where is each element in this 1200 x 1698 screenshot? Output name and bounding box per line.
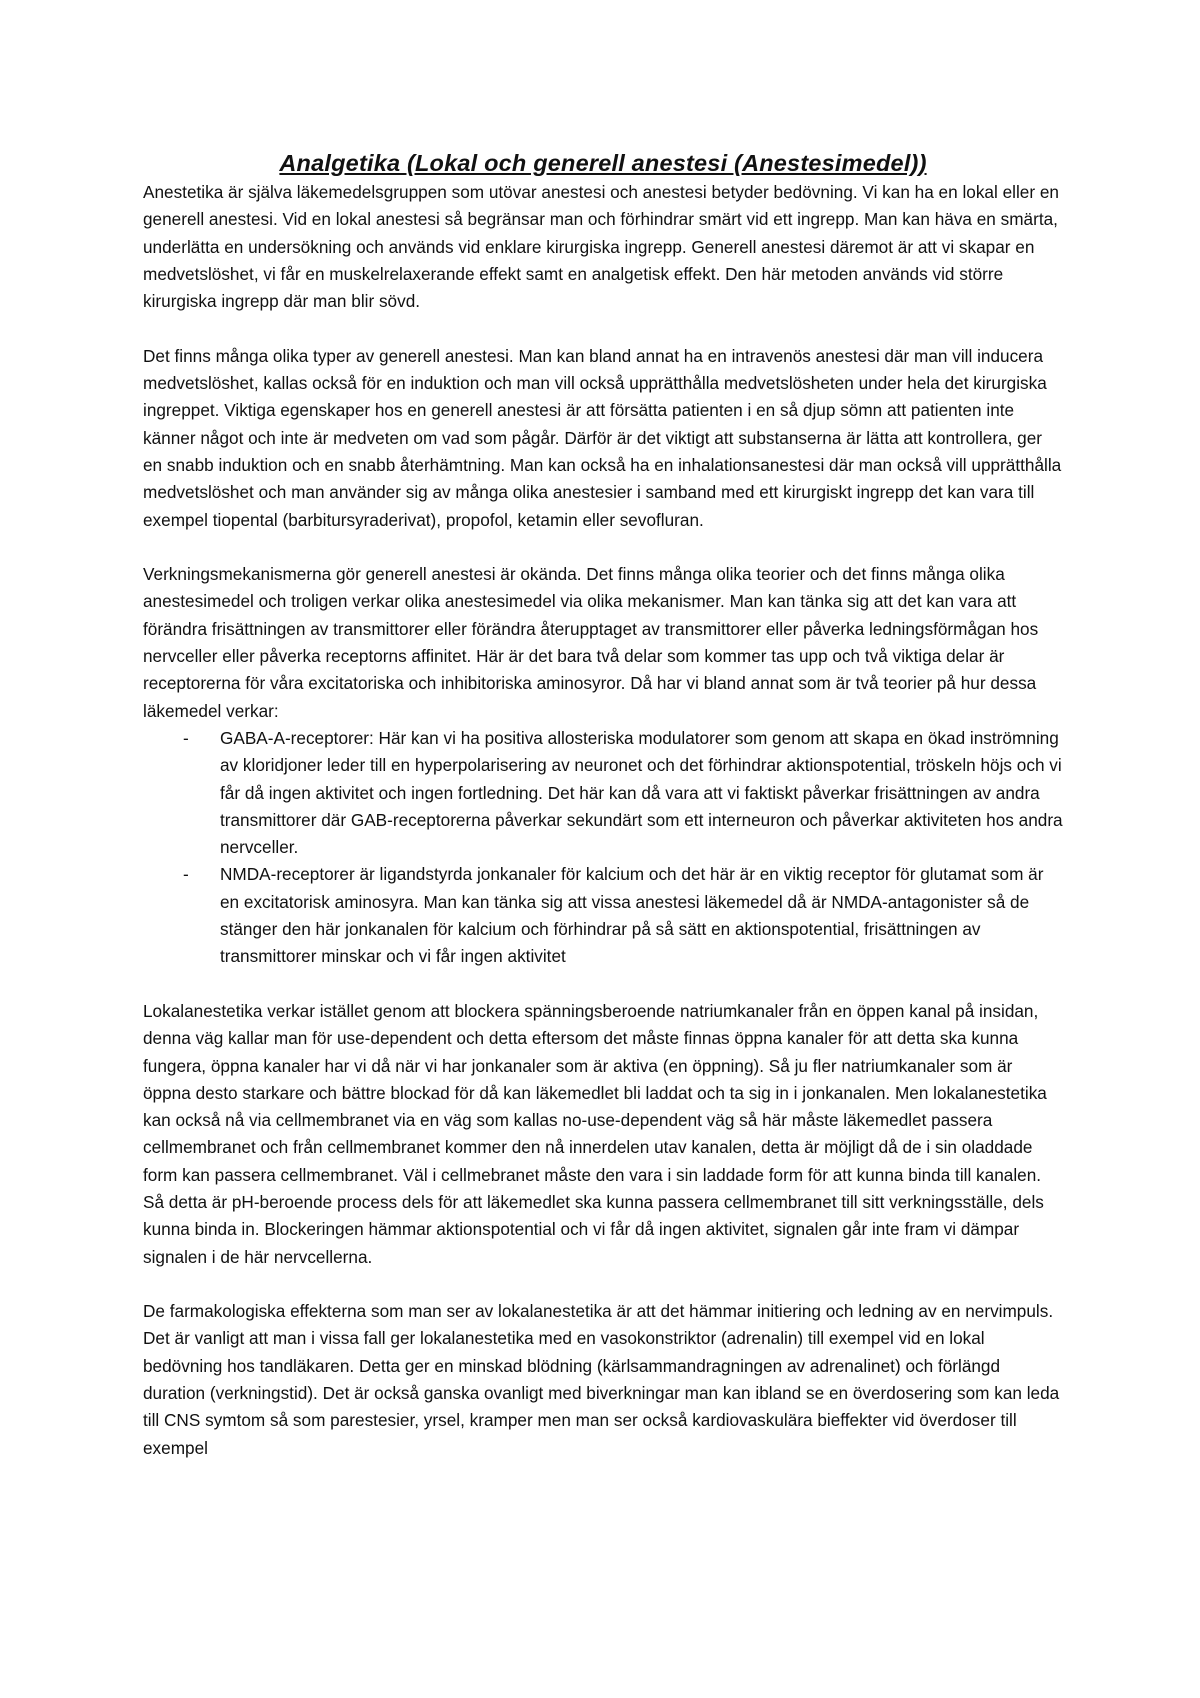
list-item-text: GABA-A-receptorer: Här kan vi ha positiva allosteriska modulatorer som genom att skapa en ökad inströmning av kloridjoner leder till en hyperpolarisering av neuronet och det förhindrar aktionspotential, tröskeln höjs och vi får då ingen aktivitet och ingen fortledning. Det här kan då vara att vi faktiskt påverkar frisättningen av andra transmittorer där GAB-receptorerna påverkar sekundärt som ett interneuron och påverkar aktiviteten hos andra nervceller. xyxy=(220,727,1063,858)
document-title: Analgetika (Lokal och generell anestesi (Anestesimedel)) xyxy=(279,150,927,176)
paragraph-intro: Anestetika är själva läkemedelsgruppen som utövar anestesi och anestesi betyder bedövning. Vi kan ha en lokal eller en generell anestesi. Vid en lokal anestesi så begränsar man och förhindrar smärt vid ett ingrepp. Man kan häva en smärta, underlätta en undersökning och används vid enklare kirurgiska ingrepp. Generell anestesi däremot är att vi skapar en medvetslöshet, vi får en muskelrelaxerande effekt samt en analgetisk effekt. Den här metoden används vid större kirurgiska ingrepp där man blir sövd. xyxy=(143,182,1059,312)
paragraph-local-anesthetics: Lokalanestetika verkar istället genom att blockera spänningsberoende natriumkanaler från en öppen kanal på insidan, denna väg kallar man för use-dependent och detta eftersom det måste finnas öppna kanaler för att detta ska kunna fungera, öppna kanaler har vi då när vi har jonkanaler som är aktiva (en öppning). Så ju fler natriumkanaler som är öppna desto starkare och bättre blockad för då kan läkemedlet bli laddat och ta sig in i jonkanalen. Men lokalanestetika kan också nå via cellmembranet via en väg som kallas no-use-dependent väg så här måste läkemedlet passera cellmembranet och från cellmembranet kommer den nå innerdelen utav kanalen, detta är möjligt då de i sin oladdade form kan passera cellmembranet. Väl i cellmebranet måste den vara i sin laddade form för att kunna binda till kanalen. Så detta är pH-beroende process dels för att läkemedlet ska kunna passera cellmembranet till sitt verkningsställe, dels kunna binda in. Blockeringen hämmar aktionspotential och vi får då ingen aktivitet, signalen går inte fram vi dämpar signalen i de här nervcellerna. xyxy=(143,1000,1047,1267)
list-item-text: NMDA-receptorer är ligandstyrda jonkanaler för kalcium och det här är en viktig receptor för glutamat som är en excitatorisk aminosyra. Man kan tänka sig att vissa anestesi läkemedel då är NMDA-antagonister så de stänger den här jonkanalen för kalcium och förhindrar på så sätt en aktionspotential, frisättningen av transmittorer minskar och vi får ingen aktivitet xyxy=(220,864,1044,967)
list-item-gaba xyxy=(143,725,1063,861)
receptor-list xyxy=(143,725,1063,971)
list-item-nmda xyxy=(143,861,1063,970)
paragraph-mechanisms: Verkningsmekanismerna gör generell anestesi är okända. Det finns många olika teorier och det finns många olika anestesimedel och troligen verkar olika anestesimedel via olika mekanismer. Man kan tänka sig att det kan vara att förändra frisättningen av transmittorer eller förändra återupptaget av transmittorer eller påverka ledningsförmågan hos nervceller eller påverka receptorns affinitet. Här är det bara två delar som kommer tas upp och två viktiga delar är receptorerna för våra excitatoriska och inhibitoriska aminosyror. Då har vi bland annat som är två teorier på hur dessa läkemedel verkar: xyxy=(143,564,1039,721)
bullet-dash: - xyxy=(183,864,189,885)
paragraph-pharmacological-effects: De farmakologiska effekterna som man ser av lokalanestetika är att det hämmar initiering och ledning av en nervimpuls. Det är vanligt att man i vissa fall ger lokalanestetika med en vasokonstriktor (adrenalin) till exempel vid en lokal bedövning hos tandläkaren. Detta ger en minskad blödning (kärlsammandragningen av adrenalinet) och förlängd duration (verkningstid). Det är också ganska ovanligt med biverkningar man kan ibland se en överdosering som kan leda till CNS symtom så som parestesier, yrsel, kramper men man ser också kardiovaskulära bieffekter vid överdoser till exempel xyxy=(143,1301,1060,1458)
document-page xyxy=(143,147,1063,1462)
paragraph-general-anesthesia: Det finns många olika typer av generell anestesi. Man kan bland annat ha en intravenös anestesi där man vill inducera medvetslöshet, kallas också för en induktion och man vill också upprätthålla medvetslösheten under hela det kirurgiska ingreppet. Viktiga egenskaper hos en generell anestesi är att försätta patienten i en så djup sömn att patienten inte känner något och inte är medveten om vad som pågår. Därför är det viktigt att substanserna är lätta att kontrollera, ger en snabb induktion och en snabb återhämtning. Man kan också ha en inhalationsanestesi där man också vill upprätthålla medvetslöshet och man använder sig av många olika anestesier i samband med ett kirurgiskt ingrepp det kan vara till exempel tiopental (barbitursyraderivat), propofol, ketamin eller sevofluran. xyxy=(143,345,1062,530)
bullet-dash: - xyxy=(183,727,189,748)
